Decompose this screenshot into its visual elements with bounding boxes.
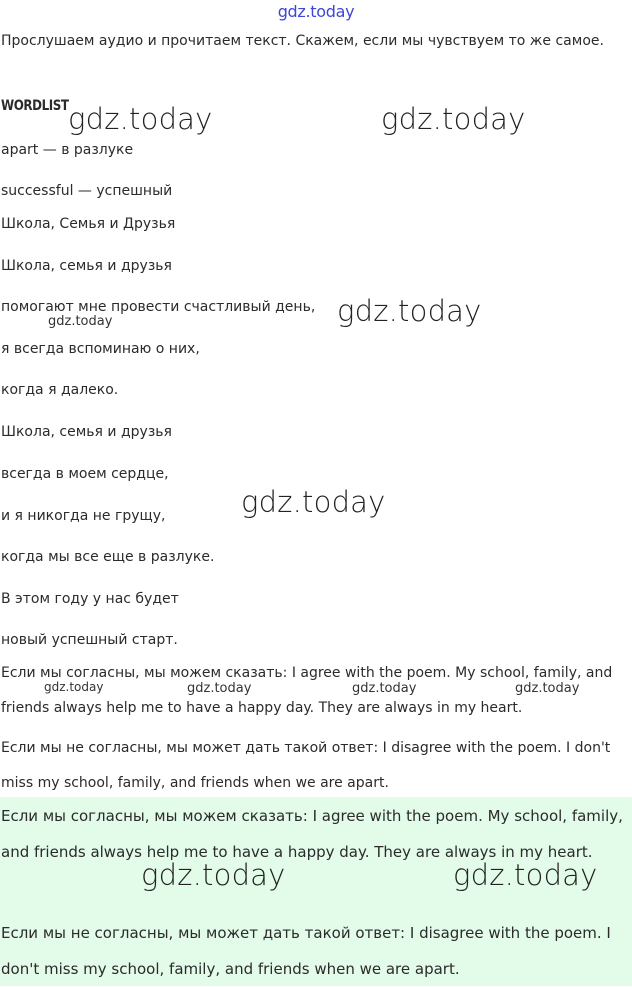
watermark: gdz.today: [241, 485, 386, 519]
poem-line: Школа, семья и друзья: [1, 424, 172, 440]
wordlist-item: apart — в разлуке: [1, 142, 134, 158]
watermark: gdz.today: [44, 680, 104, 694]
watermark: gdz.today: [337, 294, 482, 328]
site-logo[interactable]: gdz.today: [277, 2, 355, 21]
wordlist-heading: WORDLIST: [1, 98, 69, 114]
watermark: gdz.today: [48, 314, 113, 329]
poem-line: когда мы все еще в разлуке.: [1, 549, 215, 565]
intro-text: Прослушаем аудио и прочитаем текст. Скажем, если мы чувствуем то же самое.: [1, 33, 604, 49]
watermark: gdz.today: [141, 858, 286, 892]
watermark: gdz.today: [352, 681, 417, 696]
watermark: gdz.today: [187, 681, 252, 696]
answer-disagree: Если мы не согласны, мы может дать такой ответ: I disagree with the poem. I don't miss my school, family, and friends when we are apart.: [1, 740, 611, 791]
answer-agree: Если мы согласны, мы можем сказать: I agree with the poem. My school, family, and friends always help me to have a happy day. They are always in my heart.: [1, 665, 613, 716]
poem-line: когда я далеко.: [1, 382, 119, 398]
watermark: gdz.today: [453, 858, 598, 892]
poem-line: Школа, Семья и Друзья: [1, 216, 176, 232]
highlighted-answer-agree: Если мы согласны, мы можем сказать: I agree with the poem. My school, family, and friends always help me to have a happy day. They are always in my heart.: [1, 807, 623, 861]
poem-line: я всегда вспоминаю о них,: [1, 341, 200, 357]
watermark: gdz.today: [381, 102, 526, 136]
poem-line: и я никогда не грущу,: [1, 508, 166, 524]
wordlist-item: successful — успешный: [1, 183, 173, 199]
poem-line: помогают мне провести счастливый день,: [1, 299, 316, 315]
poem-line: В этом году у нас будет: [1, 591, 179, 607]
poem-line: новый успешный старт.: [1, 632, 178, 648]
highlighted-answer-disagree: Если мы не согласны, мы может дать такой ответ: I disagree with the poem. I don't miss my school, family, and friends when we are apart.: [1, 924, 611, 978]
watermark: gdz.today: [515, 681, 580, 696]
poem-line: всегда в моем сердце,: [1, 466, 169, 482]
watermark: gdz.today: [68, 102, 213, 136]
poem-line: Школа, семья и друзья: [1, 258, 172, 274]
